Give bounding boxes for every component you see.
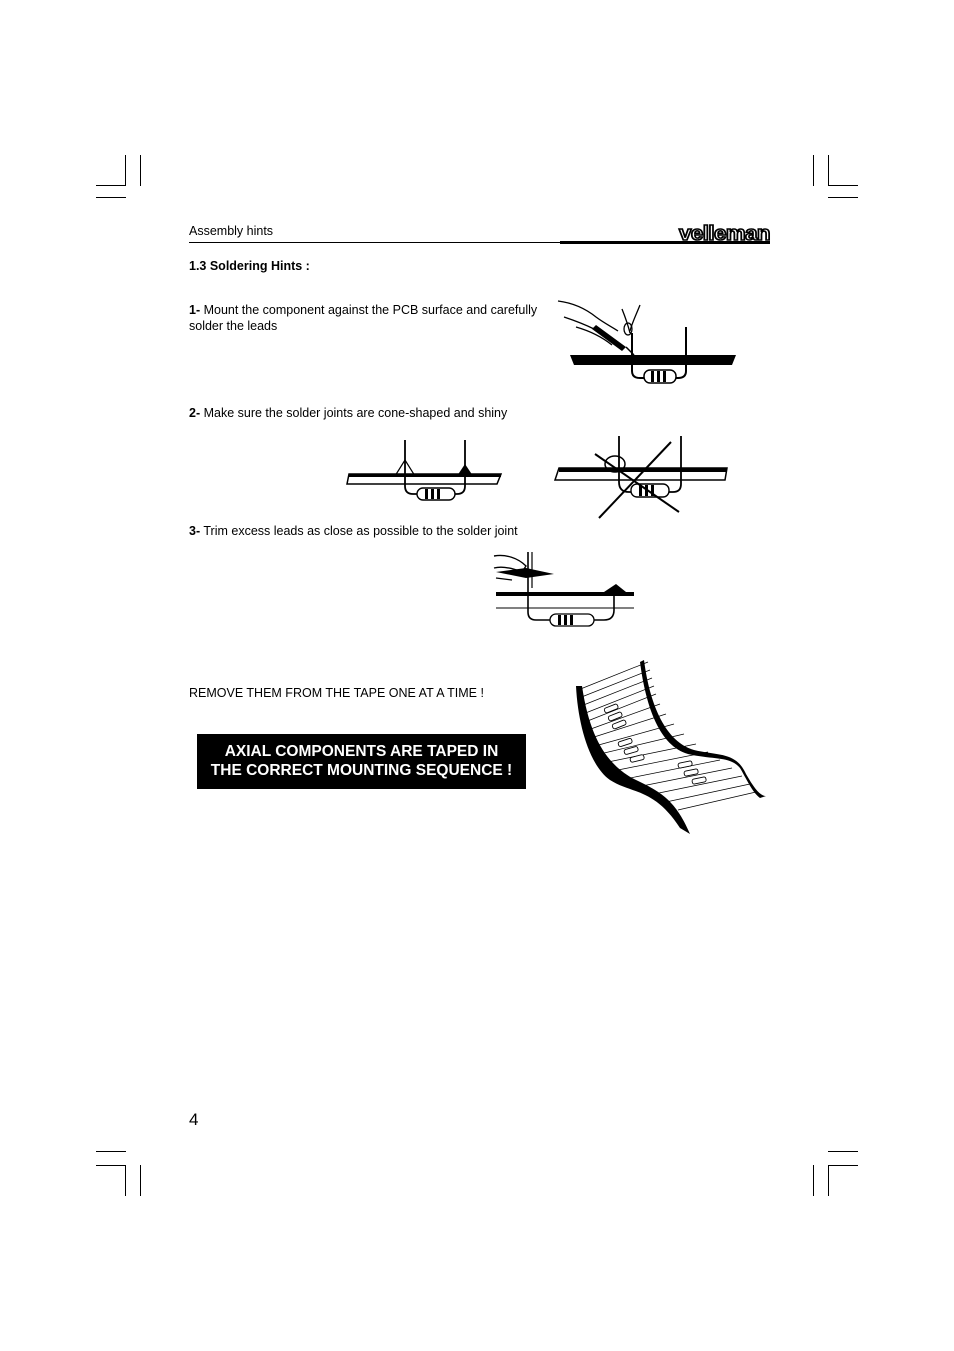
trim-leads-illustration (492, 548, 638, 632)
step-3-description: Trim excess leads as close as possible to the solder joint (200, 524, 518, 538)
step-1-text (189, 303, 554, 334)
step-1-number: 1- (189, 303, 201, 317)
bad-solder-joint-illustration (553, 434, 731, 522)
step-2-text (189, 406, 549, 422)
axial-components-banner (197, 734, 526, 789)
section-heading: 1.3 Soldering Hints : (189, 259, 310, 273)
banner-line-1: AXIAL COMPONENTS ARE TAPED IN (224, 743, 499, 760)
step-2-description: Make sure the solder joints are cone-shaped and shiny (200, 406, 508, 420)
page-number: 4 (189, 1110, 199, 1129)
good-solder-joint-illustration (345, 438, 505, 504)
step-3-text (189, 524, 549, 540)
taped-components-illustration (570, 656, 770, 836)
svg-text:velleman: velleman (679, 223, 770, 245)
step-2-number: 2- (189, 406, 201, 420)
velleman-logo (679, 222, 771, 244)
soldering-illustration (556, 295, 746, 390)
tape-note: REMOVE THEM FROM THE TAPE ONE AT A TIME ! (189, 686, 484, 700)
step-1-description: Mount the component against the PCB surface and carefully solder the leads (189, 303, 538, 333)
step-3-number: 3- (189, 524, 201, 538)
banner-line-2: THE CORRECT MOUNTING SEQUENCE ! (210, 761, 513, 779)
header-section-title: Assembly hints (189, 224, 274, 238)
